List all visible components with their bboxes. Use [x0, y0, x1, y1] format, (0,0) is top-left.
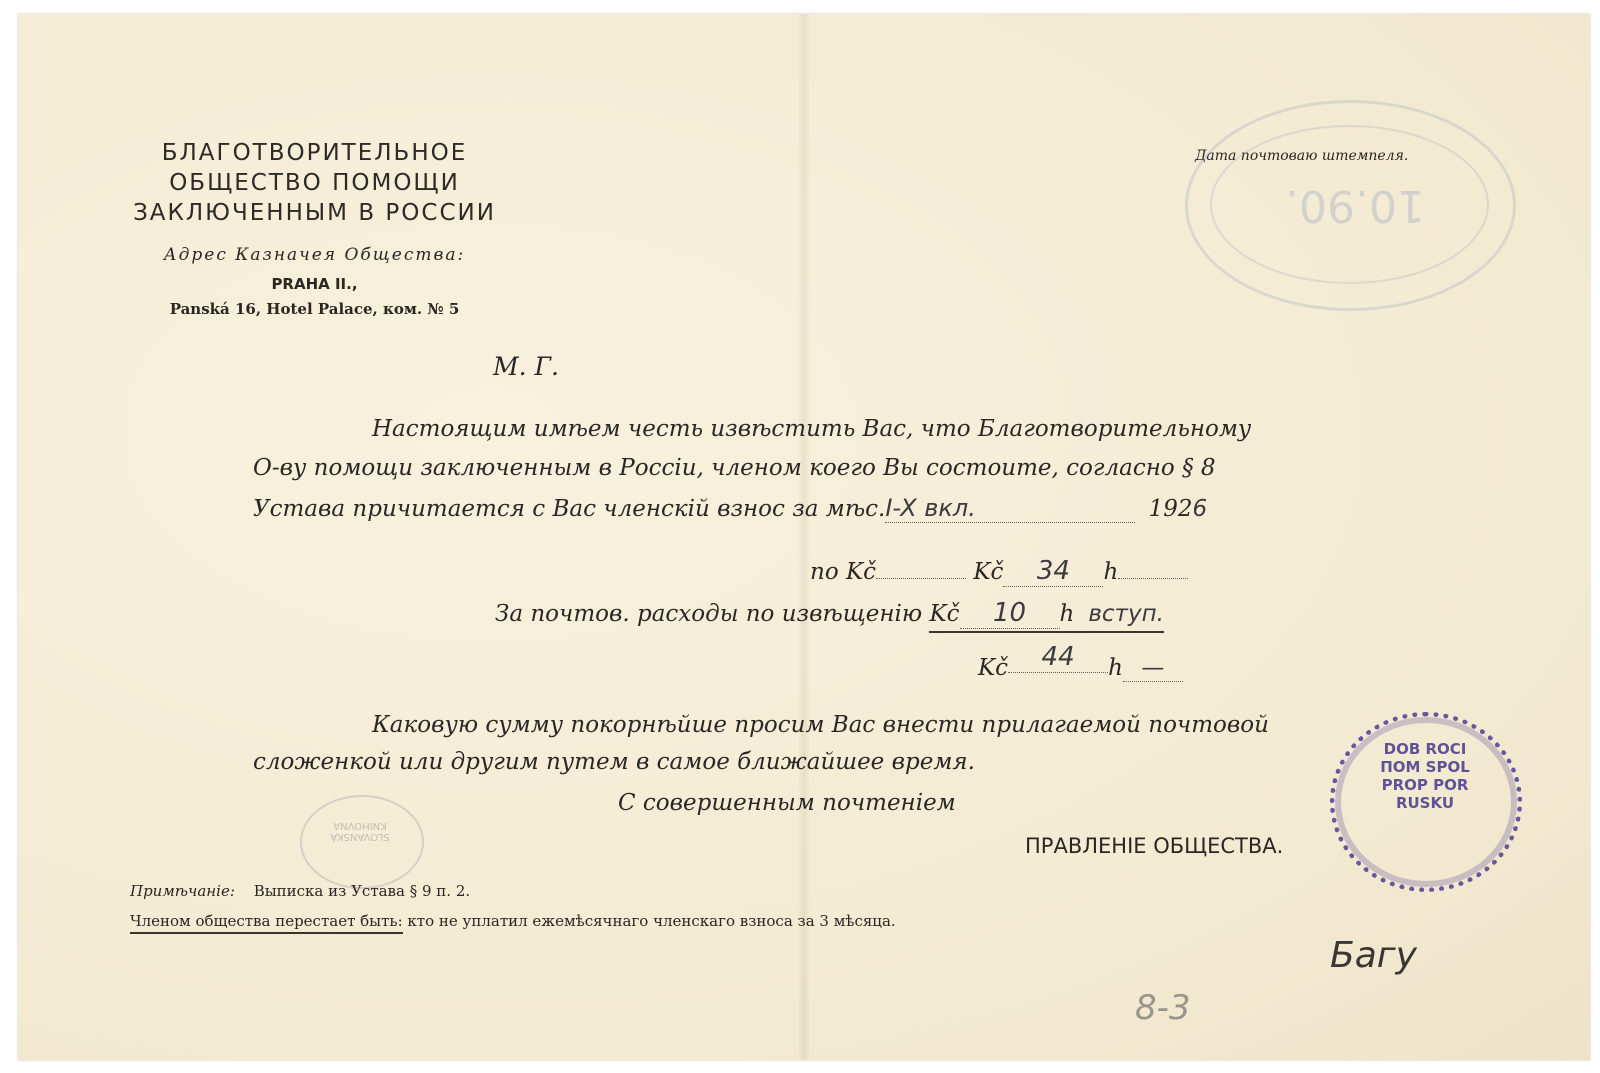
postage-amount: 10: [960, 598, 1060, 629]
postage-amount-group: [929, 598, 1163, 633]
handwritten-pencil-note: 8-3: [1135, 988, 1191, 1028]
footnote-ref: Выписка из Устава § 9 п. 2.: [253, 882, 471, 900]
board-signature: ПРАВЛЕНІЕ ОБЩЕСТВА.: [1025, 834, 1284, 858]
year-printed: 192: [1148, 496, 1193, 522]
address-street: Panská 16, Hotel Palace, ком. № 5: [169, 300, 460, 318]
society-name-line-1: БЛАГОТВОРИТЕЛЬНОЕ: [161, 140, 468, 166]
treasurer-address-label: Адрес Казначея Общества:: [163, 245, 466, 265]
year-handwritten: 6: [1192, 496, 1208, 522]
footnote-line-2: [130, 912, 896, 930]
kc-label: Kč: [973, 559, 1004, 585]
library-faint-stamp: [300, 795, 424, 889]
h-dots: [1118, 578, 1188, 579]
request-line-2: сложенкой или другим путем в самое ближайшее время.: [253, 749, 975, 775]
membership-fee-row: [810, 556, 1188, 587]
total-amount: 44: [1008, 642, 1108, 673]
kc-label: Kč: [978, 655, 1009, 681]
address-city: PRAHA II.,: [271, 275, 358, 293]
footnote-line-1: [130, 882, 470, 900]
postage-fee-row: [495, 598, 1164, 633]
closing-salutation: С совершенным почтеніем: [618, 790, 956, 816]
postmark-stamp-date: 10.90.: [1285, 180, 1425, 231]
footnote-underlined: Членом общества перестает быть:: [130, 912, 403, 934]
library-faint-stamp-text: SLOVANSKÁ KNIHOVNA: [330, 820, 390, 842]
salutation: М. Г.: [493, 352, 559, 381]
months-handwritten: I-X вкл.: [885, 494, 1135, 523]
postmark-date-label: Дата почтоваю штемпеля.: [1195, 148, 1409, 164]
total-h: —: [1123, 655, 1183, 682]
footnote-label: Примѣчаніе:: [130, 882, 235, 900]
body-line-3: [253, 494, 1207, 523]
postage-label: За почтов. расходы по извѣщенію: [495, 601, 923, 627]
postage-note: вступ.: [1088, 601, 1164, 627]
society-name-line-2: ОБЩЕСТВО ПОМОЩИ: [169, 170, 460, 196]
h-label: h: [1108, 655, 1123, 681]
h-label: h: [1103, 559, 1119, 585]
membership-amount: 34: [1003, 556, 1103, 587]
society-round-stamp-text: DOB ROCI ПОМ SPOL PROP POR RUSKU: [1380, 740, 1470, 812]
kc-label: Kč: [929, 601, 960, 627]
body-line-1: Настоящим имѣем честь извѣстить Вас, что Благотворительному: [372, 416, 1252, 442]
request-line-1: Каковую сумму покорнѣйше просим Вас внести прилагаемой почтовой: [372, 712, 1269, 738]
po-kc-label: по Kč: [810, 559, 877, 585]
po-kc-dots: [876, 578, 966, 579]
footnote-rest: кто не уплатил ежемѣсячнаго членскаго взноса за 3 мѣсяца.: [407, 912, 896, 930]
body-line-3-prefix: Устава причитается с Вас членскій взнос за мѣс.: [253, 496, 886, 522]
society-name-line-3: ЗАКЛЮЧЕННЫМ В РОССИИ: [133, 200, 496, 226]
h-label: h: [1059, 601, 1075, 627]
handwritten-signature: Багу: [1330, 935, 1417, 976]
total-row: [978, 642, 1183, 683]
body-line-2: О-ву помощи заключенным в Россіи, членом коего Вы состоите, согласно § 8: [253, 455, 1216, 481]
